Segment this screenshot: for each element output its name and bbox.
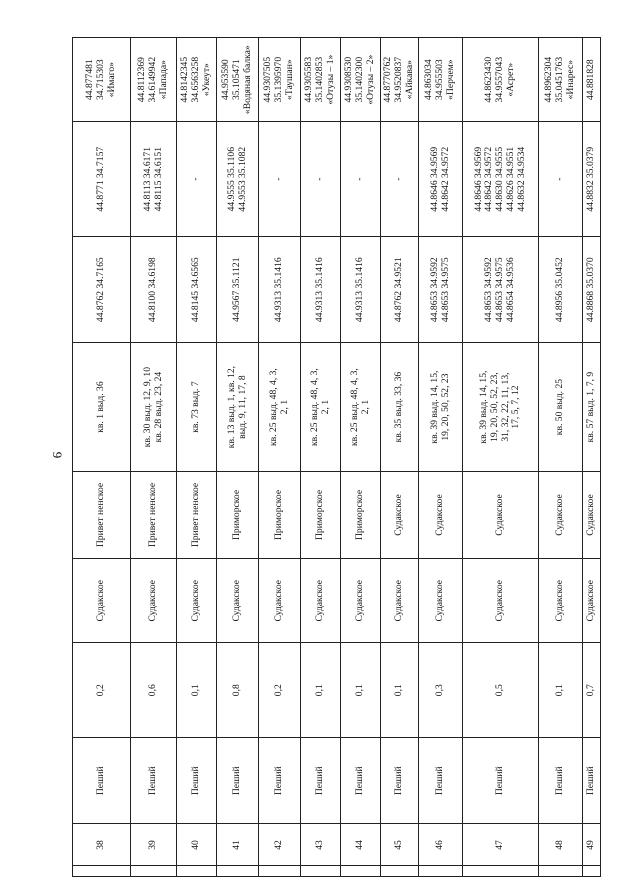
table-row	[419, 38, 463, 877]
forest-plots: кв. 50 выд. 25	[539, 343, 583, 471]
table-body	[73, 38, 601, 877]
table-row	[381, 38, 419, 877]
end-point: 44.8770762 34.9520837 «Айкава»	[381, 38, 419, 122]
forestry: Судакское	[463, 471, 539, 558]
waypoint-coordinates: 44.8646 34.9569 44.8642 34.9572	[419, 122, 463, 237]
row-number: 47	[463, 824, 539, 866]
forestry: Приморское	[301, 471, 341, 558]
blank-cell	[301, 866, 341, 877]
waypoint-coordinates: -	[177, 122, 217, 237]
settlement: Судакское	[381, 559, 419, 643]
settlement: Судакское	[177, 559, 217, 643]
end-point: 44.953590 35.105471 «Водяная балка»	[217, 38, 259, 122]
forestry: Судакское	[539, 471, 583, 558]
forestry: Привет ненское	[131, 471, 177, 558]
blank-cell	[259, 866, 301, 877]
waypoint-coordinates: -	[259, 122, 301, 237]
table-row	[177, 38, 217, 877]
trail-length: 0,3	[419, 643, 463, 738]
trail-type: Пеший	[583, 738, 601, 824]
forest-plots: кв. 13 выд. 1, кв. 12, выд. 9, 11, 17, 8	[217, 343, 259, 471]
end-point: 44.9308530 35.1402300 «Отузы – 2»	[341, 38, 381, 122]
trail-length: 0,1	[341, 643, 381, 738]
settlement: Судакское	[259, 559, 301, 643]
table-row	[583, 38, 601, 877]
table-row	[539, 38, 583, 877]
end-point: 44.881828	[583, 38, 601, 122]
row-number: 46	[419, 824, 463, 866]
waypoint-coordinates: -	[301, 122, 341, 237]
start-coordinates: 44.8762 34.9521	[381, 237, 419, 343]
row-number: 48	[539, 824, 583, 866]
trail-type: Пеший	[73, 738, 131, 824]
start-coordinates: 44.8100 34.6198	[131, 237, 177, 343]
end-point: 44.9307505 35.1395970 «Таушан»	[259, 38, 301, 122]
end-point: 44.8962304 35.0451763 «Инарес»	[539, 38, 583, 122]
table-row	[341, 38, 381, 877]
settlement: Судакское	[73, 559, 131, 643]
blank-cell	[177, 866, 217, 877]
forest-plots: кв. 73 выд. 7	[177, 343, 217, 471]
table-row	[131, 38, 177, 877]
forestry: Судакское	[583, 471, 601, 558]
settlement: Судакское	[419, 559, 463, 643]
trails-table-container	[72, 37, 597, 877]
waypoint-coordinates: -	[381, 122, 419, 237]
end-point: 44.877481 34.715303 «Имаго»	[73, 38, 131, 122]
trails-table	[72, 37, 601, 877]
blank-cell	[539, 866, 583, 877]
row-number: 41	[217, 824, 259, 866]
settlement: Судакское	[539, 559, 583, 643]
start-coordinates: 44.8145 34.6565	[177, 237, 217, 343]
start-coordinates: 44.9313 35.1416	[341, 237, 381, 343]
forestry: Приморское	[217, 471, 259, 558]
end-point: 44.8623430 34.9557043 «Асрет»	[463, 38, 539, 122]
blank-cell	[381, 866, 419, 877]
row-number: 43	[301, 824, 341, 866]
end-point: 44.9305583 35.1402853 «Отузы – 1»	[301, 38, 341, 122]
end-point: 44.8142345 34.6563258 «Укеут»	[177, 38, 217, 122]
waypoint-coordinates: -	[341, 122, 381, 237]
table-row	[217, 38, 259, 877]
row-number: 42	[259, 824, 301, 866]
waypoint-coordinates: 44.8113 34.6171 44.8115 34.6151	[131, 122, 177, 237]
blank-cell	[341, 866, 381, 877]
table-row	[463, 38, 539, 877]
table-row	[73, 38, 131, 877]
trail-type: Пеший	[259, 738, 301, 824]
waypoint-coordinates: -	[539, 122, 583, 237]
row-number: 44	[341, 824, 381, 866]
row-number: 38	[73, 824, 131, 866]
trail-type: Пеший	[381, 738, 419, 824]
blank-cell	[419, 866, 463, 877]
row-number: 45	[381, 824, 419, 866]
start-coordinates: 44.8653 34.9592 44.8653 34.9575	[419, 237, 463, 343]
forest-plots: кв. 25 выд. 48, 4, 3, 2, 1	[259, 343, 301, 471]
waypoint-coordinates: 44.8832 35.0379	[583, 122, 601, 237]
settlement: Судакское	[301, 559, 341, 643]
trail-length: 0,1	[539, 643, 583, 738]
trail-length: 0,2	[73, 643, 131, 738]
trail-type: Пеший	[217, 738, 259, 824]
forest-plots: кв. 30 выд. 12, 9, 10 кв. 28 выд. 23, 24	[131, 343, 177, 471]
settlement: Судакское	[463, 559, 539, 643]
settlement: Судакское	[131, 559, 177, 643]
trail-length: 0,1	[381, 643, 419, 738]
row-number: 40	[177, 824, 217, 866]
trail-type: Пеший	[419, 738, 463, 824]
start-coordinates: 44.8762 34.7165	[73, 237, 131, 343]
blank-cell	[463, 866, 539, 877]
forest-plots: кв. 39 выд. 14, 15, 19, 20, 50, 52, 23, 31, 32, 22, 11, 13, 17, 5, 7, 12	[463, 343, 539, 471]
trail-length: 0,8	[217, 643, 259, 738]
forestry: Судакское	[381, 471, 419, 558]
settlement: Судакское	[217, 559, 259, 643]
start-coordinates: 44.9567 35.1121	[217, 237, 259, 343]
settlement: Судакское	[583, 559, 601, 643]
blank-cell	[217, 866, 259, 877]
row-number: 49	[583, 824, 601, 866]
table-row	[301, 38, 341, 877]
trail-length: 0,6	[131, 643, 177, 738]
blank-cell	[131, 866, 177, 877]
forest-plots: кв. 25 выд. 48, 4, 3, 2, 1	[341, 343, 381, 471]
trail-length: 0,2	[259, 643, 301, 738]
row-number: 39	[131, 824, 177, 866]
forest-plots: кв. 57 выд. 1, 7, 9	[583, 343, 601, 471]
trail-type: Пеший	[463, 738, 539, 824]
forest-plots: кв. 39 выд. 14, 15, 19, 20, 50, 52, 23	[419, 343, 463, 471]
trail-type: Пеший	[301, 738, 341, 824]
trail-length: 0,1	[301, 643, 341, 738]
start-coordinates: 44.8653 34.9592 44.8653 34.9575 44.8654 34.9536	[463, 237, 539, 343]
waypoint-coordinates: 44.8771 34.7157	[73, 122, 131, 237]
trail-type: Пеший	[341, 738, 381, 824]
forestry: Приморское	[259, 471, 301, 558]
settlement: Судакское	[341, 559, 381, 643]
trail-length: 0,1	[177, 643, 217, 738]
forestry: Приморское	[341, 471, 381, 558]
page-number: 9	[50, 451, 65, 459]
waypoint-coordinates: 44.9555 35.1106 44.9553 35.1082	[217, 122, 259, 237]
start-coordinates: 44.9313 35.1416	[259, 237, 301, 343]
start-coordinates: 44.8868 35.0370	[583, 237, 601, 343]
forestry: Привет ненское	[177, 471, 217, 558]
forestry: Привет ненское	[73, 471, 131, 558]
forest-plots: кв. 25 выд. 48, 4, 3, 2, 1	[301, 343, 341, 471]
start-coordinates: 44.9313 35.1416	[301, 237, 341, 343]
waypoint-coordinates: 44.8646 34.9569 44.8642 34.9572 44.8630 34.9555 44.8626 34.9551 44.8632 34.9534	[463, 122, 539, 237]
forestry: Судакское	[419, 471, 463, 558]
end-point: 44.8112369 34.6149942 «Папада»	[131, 38, 177, 122]
trail-type: Пеший	[131, 738, 177, 824]
end-point: 44.863034 34.955503 «Перчем»	[419, 38, 463, 122]
forest-plots: кв. 35 выд. 33, 36	[381, 343, 419, 471]
forest-plots: кв. 1 выд. 36	[73, 343, 131, 471]
trail-length: 0,7	[583, 643, 601, 738]
blank-cell	[73, 866, 131, 877]
trail-length: 0,5	[463, 643, 539, 738]
trail-type: Пеший	[539, 738, 583, 824]
blank-cell	[583, 866, 601, 877]
start-coordinates: 44.8956 35.0452	[539, 237, 583, 343]
table-row	[259, 38, 301, 877]
trail-type: Пеший	[177, 738, 217, 824]
